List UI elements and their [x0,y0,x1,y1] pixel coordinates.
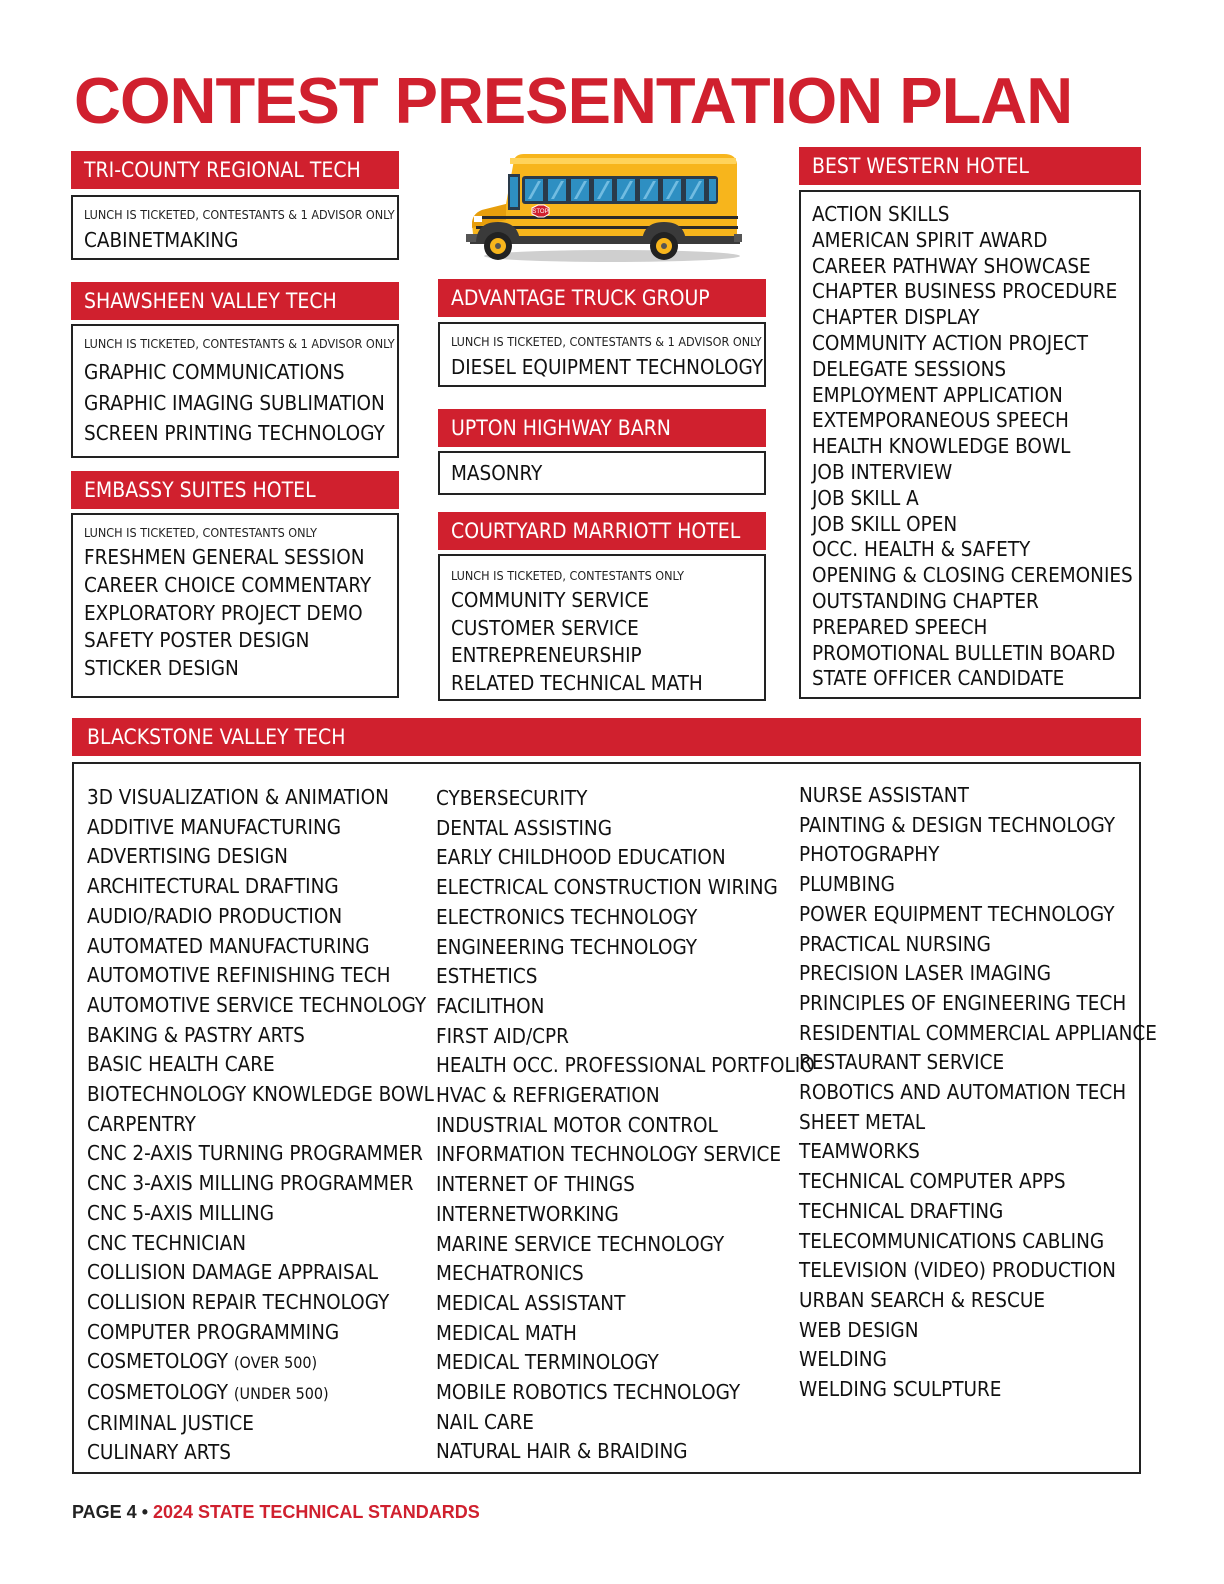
page-title: CONTEST PRESENTATION PLAN [74,64,1073,137]
list-item: INTERNETWORKING [436,1201,619,1226]
list-item: TECHNICAL COMPUTER APPS [799,1169,1066,1194]
section-box-best-western [799,190,1141,699]
list-item: PHOTOGRAPHY [799,842,940,867]
list-item: OUTSTANDING CHAPTER [812,588,1039,613]
publication-title: 2024 STATE TECHNICAL STANDARDS [153,1502,480,1522]
section-header-upton: UPTON HIGHWAY BARN [438,409,766,447]
list-item: GRAPHIC COMMUNICATIONS [84,360,345,384]
list-item: MEDICAL TERMINOLOGY [436,1350,659,1375]
list-item: COLLISION DAMAGE APPRAISAL [87,1260,378,1285]
list-item: CULINARY ARTS [87,1440,232,1465]
list-item: OCC. HEALTH & SAFETY [812,537,1031,562]
list-item: URBAN SEARCH & RESCUE [799,1287,1046,1312]
list-item: EARLY CHILDHOOD EDUCATION [436,845,726,870]
list-item: MASONRY [451,461,543,485]
list-item: ENGINEERING TECHNOLOGY [436,934,698,959]
blackstone-column-3 [799,781,1157,1405]
list-item: 3D VISUALIZATION & ANIMATION [87,785,389,809]
list-item: SAFETY POSTER DESIGN [84,628,310,653]
list-item: MEDICAL MATH [436,1320,577,1345]
list-item: ESTHETICS [436,964,538,989]
list-item: ADVERTISING DESIGN [87,844,288,869]
section-header-advantage: ADVANTAGE TRUCK GROUP [438,279,766,317]
list-item: BASIC HEALTH CARE [87,1052,275,1077]
list-item: CRIMINAL JUSTICE [87,1410,254,1435]
list-item: NURSE ASSISTANT [799,783,969,807]
list-item: CAREER PATHWAY SHOWCASE [812,253,1091,278]
list-item: AUTOMOTIVE REFINISHING TECH [87,963,391,988]
list-item: MOBILE ROBOTICS TECHNOLOGY [436,1380,741,1405]
list-item: CARPENTRY [87,1111,196,1136]
list-item: FIRST AID/CPR [436,1023,569,1048]
list-item: WEB DESIGN [799,1317,919,1342]
list-item: PLUMBING [799,872,895,897]
list-item: EXPLORATORY PROJECT DEMO [84,600,363,625]
list-item: CNC 2-AXIS TURNING PROGRAMMER [87,1141,423,1166]
section-header-blackstone: BLACKSTONE VALLEY TECH [72,718,1141,756]
list-item: ADDITIVE MANUFACTURING [87,814,342,839]
list-item: PROMOTIONAL BULLETIN BOARD [812,640,1116,665]
blackstone-column-1 [87,783,434,1468]
section-header-tri-county: TRI-COUNTY REGIONAL TECH [71,151,399,189]
list-item: PREPARED SPEECH [812,614,988,639]
list-item: PRACTICAL NURSING [799,931,991,956]
list-item: RESIDENTIAL COMMERCIAL APPLIANCE [799,1020,1157,1045]
section-box-upton [438,451,766,495]
list-item: INFORMATION TECHNOLOGY SERVICE [436,1142,782,1167]
section-header-shawsheen: SHAWSHEEN VALLEY TECH [71,282,399,320]
list-item: BAKING & PASTRY ARTS [87,1022,305,1047]
list-item: ACTION SKILLS [812,202,950,226]
list-item: GRAPHIC IMAGING SUBLIMATION [84,390,385,415]
list-item: RESTAURANT SERVICE [799,1050,1005,1075]
blackstone-column-2 [436,784,815,1467]
list-item: WELDING [799,1347,887,1372]
list-item: OPENING & CLOSING CEREMONIES [812,563,1133,588]
list-item: EMPLOYMENT APPLICATION [812,382,1063,407]
list-item: ROBOTICS AND AUTOMATION TECH [799,1080,1127,1105]
list-item: DELEGATE SESSIONS [812,356,1007,381]
list-item: NATURAL HAIR & BRAIDING [436,1439,688,1464]
list-item: RELATED TECHNICAL MATH [451,670,703,695]
list-item: FACILITHON [436,993,545,1018]
list-item: WELDING SCULPTURE [799,1377,1002,1402]
list-item: STATE OFFICER CANDIDATE [812,666,1065,691]
section-box-courtyard [438,554,766,701]
lunch-note: LUNCH IS TICKETED, CONTESTANTS ONLY [84,525,318,540]
list-item: AMERICAN SPIRIT AWARD [812,227,1048,252]
list-item: JOB INTERVIEW [812,459,953,484]
list-item: JOB SKILL OPEN [812,511,958,536]
list-item: HVAC & REFRIGERATION [436,1083,660,1108]
list-item: INTERNET OF THINGS [436,1172,635,1197]
list-item: HEALTH OCC. PROFESSIONAL PORTFOLIO [436,1053,815,1078]
section-header-embassy: EMBASSY SUITES HOTEL [71,471,399,509]
list-item: CHAPTER DISPLAY [812,305,980,330]
list-item: PAINTING & DESIGN TECHNOLOGY [799,812,1116,837]
list-item: CHAPTER BUSINESS PROCEDURE [812,279,1118,304]
list-item: MECHATRONICS [436,1261,584,1286]
list-item: CUSTOMER SERVICE [451,615,639,640]
section-box-embassy [71,513,399,698]
list-item: STICKER DESIGN [84,656,239,681]
lunch-note: LUNCH IS TICKETED, CONTESTANTS & 1 ADVISOR ONLY [84,207,395,222]
list-item: MEDICAL ASSISTANT [436,1290,626,1315]
list-item: TEAMWORKS [799,1139,920,1164]
list-item: EXTEMPORANEOUS SPEECH [812,408,1069,433]
stop-sign-text: STOP [532,209,549,215]
list-item: COSMETOLOGY (UNDER 500) [87,1380,329,1405]
list-item: CNC 5-AXIS MILLING [87,1200,275,1225]
page-footer [72,1502,480,1523]
list-item: ENTREPRENEURSHIP [451,643,642,667]
list-item: JOB SKILL A [812,485,919,510]
page-number: PAGE 4 • [72,1502,153,1522]
list-item: AUTOMATED MANUFACTURING [87,933,370,958]
list-item: NAIL CARE [436,1409,534,1434]
section-header-best-western: BEST WESTERN HOTEL [799,147,1141,185]
list-item: TELEVISION (VIDEO) PRODUCTION [799,1258,1116,1283]
list-item: FRESHMEN GENERAL SESSION [84,545,365,569]
list-item: CABINETMAKING [84,228,239,252]
list-item: TECHNICAL DRAFTING [799,1198,1004,1223]
list-item: SHEET METAL [799,1109,926,1134]
list-item: INDUSTRIAL MOTOR CONTROL [436,1112,718,1137]
list-item: COMPUTER PROGRAMMING [87,1319,340,1344]
list-item: CYBERSECURITY [436,786,588,810]
list-item: ARCHITECTURAL DRAFTING [87,874,339,899]
list-item: AUDIO/RADIO PRODUCTION [87,903,343,928]
lunch-note: LUNCH IS TICKETED, CONTESTANTS ONLY [451,568,685,583]
list-item: HEALTH KNOWLEDGE BOWL [812,434,1071,459]
list-item: DIESEL EQUIPMENT TECHNOLOGY [451,355,764,379]
list-item: SCREEN PRINTING TECHNOLOGY [84,421,385,445]
list-item: POWER EQUIPMENT TECHNOLOGY [799,901,1115,926]
school-bus-icon [462,150,744,270]
list-item: ELECTRICAL CONSTRUCTION WIRING [436,875,778,900]
section-box-advantage [438,322,766,387]
list-item: PRINCIPLES OF ENGINEERING TECH [799,990,1127,1015]
list-item: COLLISION REPAIR TECHNOLOGY [87,1289,390,1314]
section-box-tri-county [71,195,399,260]
list-item: COSMETOLOGY (OVER 500) [87,1349,318,1374]
list-item: TELECOMMUNICATIONS CABLING [799,1228,1105,1253]
list-item: COMMUNITY SERVICE [451,588,649,612]
section-box-shawsheen [71,324,399,458]
lunch-note: LUNCH IS TICKETED, CONTESTANTS & 1 ADVISOR ONLY [84,336,395,351]
list-item: DENTAL ASSISTING [436,815,613,840]
list-item: ELECTRONICS TECHNOLOGY [436,904,698,929]
list-item: CNC TECHNICIAN [87,1230,247,1255]
section-header-courtyard: COURTYARD MARRIOTT HOTEL [438,512,766,550]
list-item: CNC 3-AXIS MILLING PROGRAMMER [87,1171,414,1196]
list-item: MARINE SERVICE TECHNOLOGY [436,1231,725,1256]
best-western-list [812,202,1133,692]
list-item: AUTOMOTIVE SERVICE TECHNOLOGY [87,992,427,1017]
list-item: BIOTECHNOLOGY KNOWLEDGE BOWL [87,1082,434,1107]
list-item: CAREER CHOICE COMMENTARY [84,572,372,597]
list-item: PRECISION LASER IMAGING [799,961,1052,986]
lunch-note: LUNCH IS TICKETED, CONTESTANTS & 1 ADVISOR ONLY [451,334,762,349]
list-item: COMMUNITY ACTION PROJECT [812,330,1089,355]
